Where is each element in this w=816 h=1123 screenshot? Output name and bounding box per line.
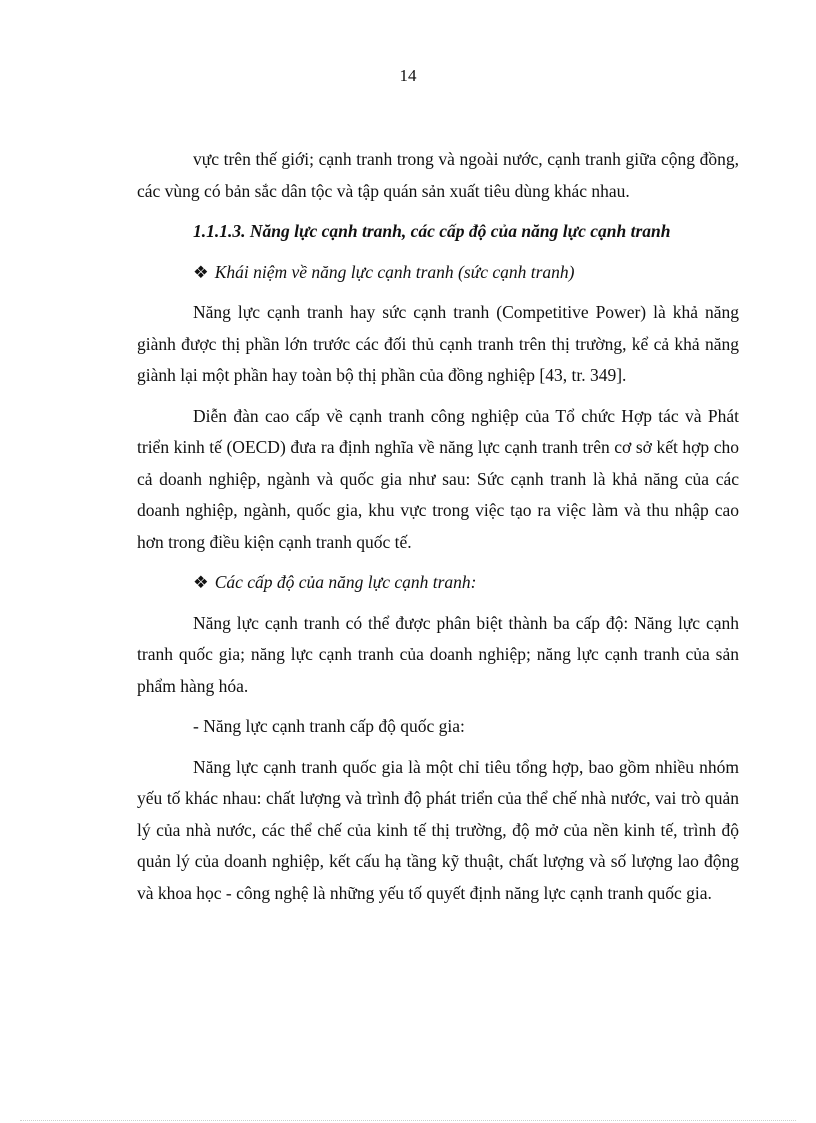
bullet-item-label: Khái niệm về năng lực cạnh tranh (sức cạnh tranh) — [214, 261, 575, 282]
dash-item-national: - Năng lực cạnh tranh cấp độ quốc gia: — [193, 716, 465, 736]
section-heading: 1.1.1.3. Năng lực cạnh tranh, các cấp độ của năng lực cạnh tranh — [193, 221, 671, 241]
paragraph-definition: Năng lực cạnh tranh hay sức cạnh tranh (Competitive Power) là khả năng giành được thị phần lớn trước các đối thủ cạnh tranh trên thị trường, kể cả khả năng giành lại một phần hay toàn bộ thị phần của đồng nghiệp [43, tr. 349]. — [137, 302, 739, 385]
paragraph-levels: Năng lực cạnh tranh có thể được phân biệt thành ba cấp độ: Năng lực cạnh tranh quốc gia; năng lực cạnh tranh của doanh nghiệp; năng lực cạnh tranh của sản phẩm hàng hóa. — [137, 612, 739, 696]
bullet-item-label: Các cấp độ của năng lực cạnh tranh: — [214, 572, 477, 592]
bullet-item-levels — [137, 567, 739, 599]
diamond-bullet-icon: ❖ — [193, 572, 209, 592]
paragraph-oecd: Diễn đàn cao cấp về cạnh tranh công nghiệp của Tổ chức Hợp tác và Phát triển kinh tế (OECD) đưa ra định nghĩa về năng lực cạnh tranh trên cơ sở kết hợp cho cả doanh nghiệp, ngành và quốc gia như sau: Sức cạnh tranh là khả năng của các doanh nghiệp, ngành, quốc gia, khu vực trong việc tạo ra việc làm và thu nhập cao hơn trong điều kiện cạnh tranh quốc tế. — [137, 405, 739, 552]
paragraph-national: Năng lực cạnh tranh quốc gia là một chỉ tiêu tổng hợp, bao gồm nhiều nhóm yếu tố khác nhau: chất lượng và trình độ phát triển của thể chế nhà nước, vai trò quản lý của nhà nước, các thể chế của kinh tế thị trường, độ mở của nền kinh tế, trình độ quản lý của doanh nghiệp, kết cấu hạ tầng kỹ thuật, chất lượng và số lượng lao động và khoa học - công nghệ là những yếu tố quyết định năng lực cạnh tranh quốc gia. — [137, 756, 739, 903]
diamond-bullet-icon: ❖ — [193, 261, 209, 282]
paragraph-continuation: vực trên thế giới; cạnh tranh trong và ngoài nước, cạnh tranh giữa cộng đồng, các vùng có bản sắc dân tộc và tập quán sản xuất tiêu dùng khác nhau. — [137, 149, 739, 201]
bullet-item-concept — [137, 257, 739, 289]
page-bottom-border — [20, 1120, 796, 1121]
document-body — [137, 144, 739, 918]
page-number: 14 — [399, 66, 417, 85]
